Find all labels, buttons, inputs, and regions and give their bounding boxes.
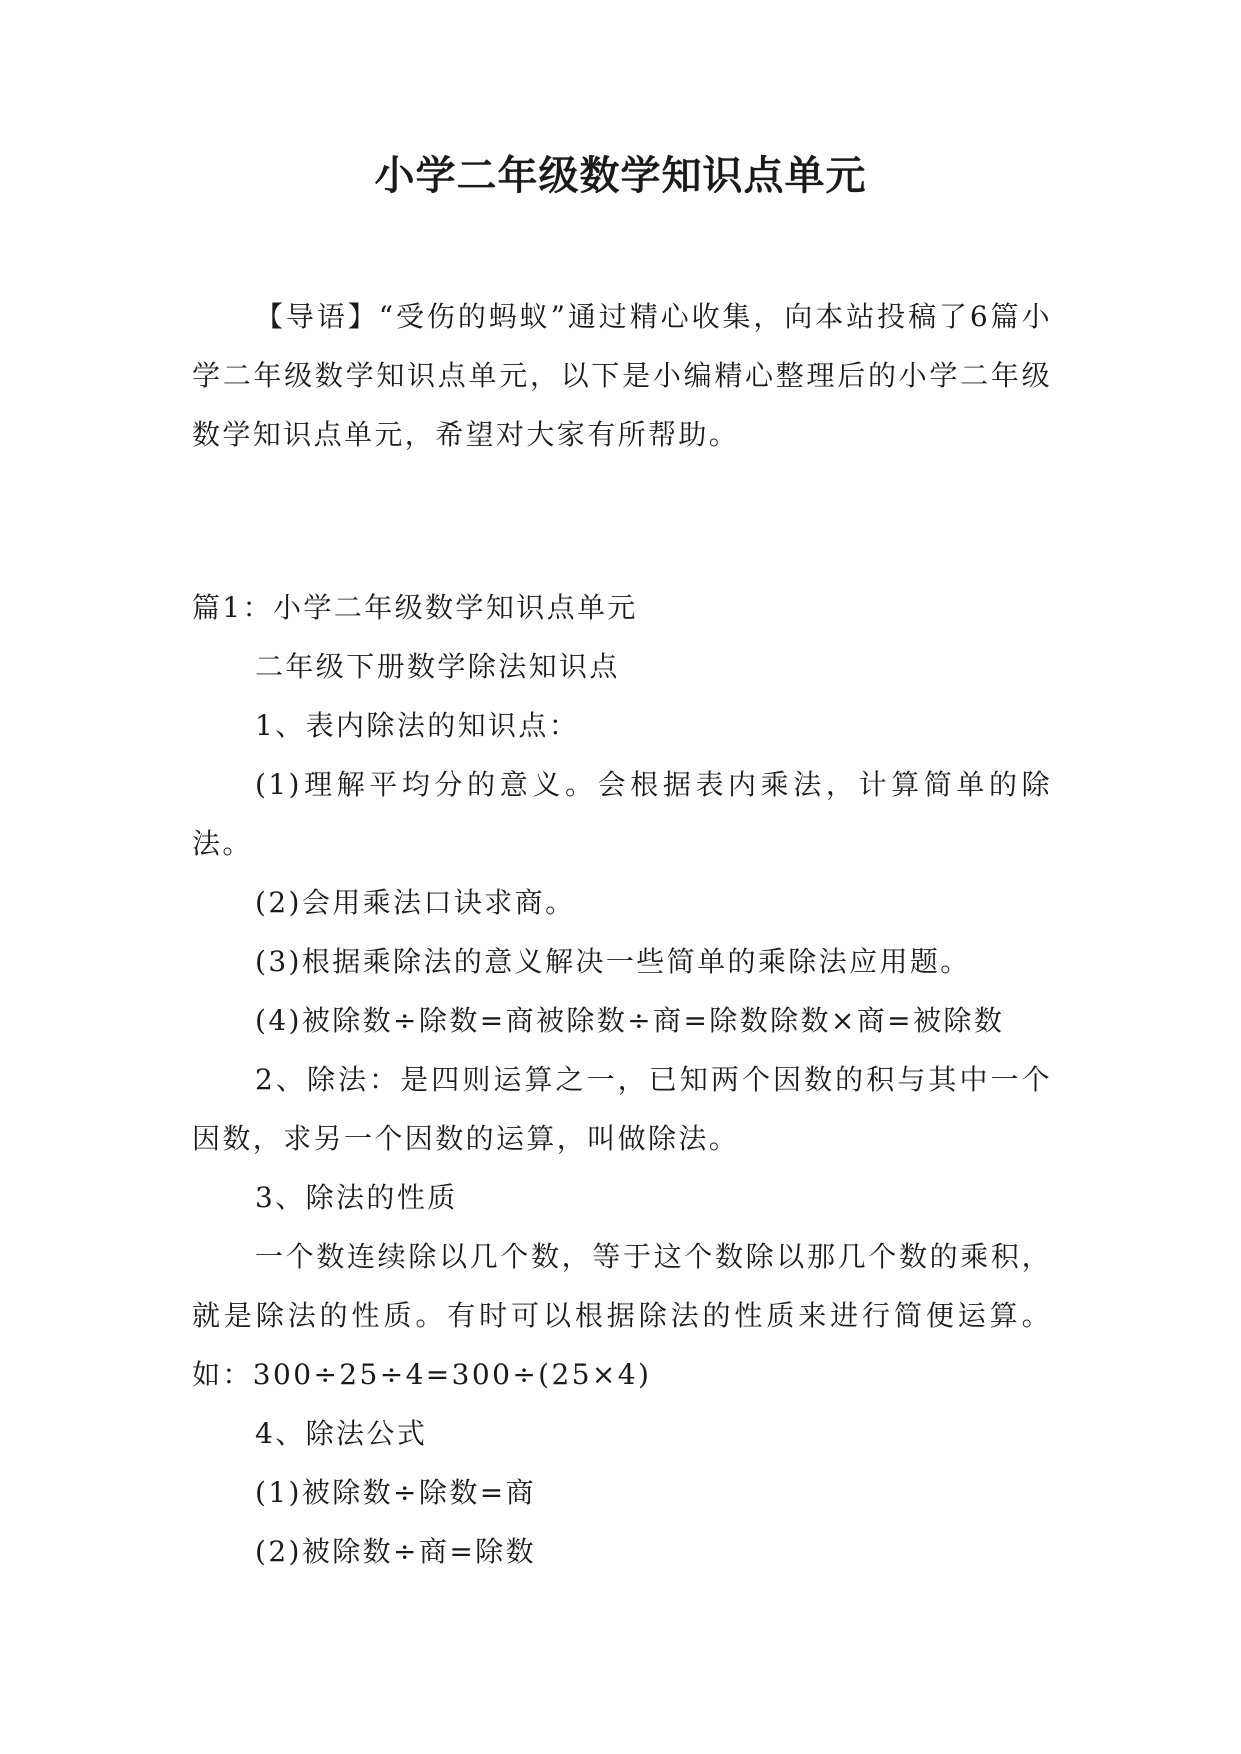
- article-body: [192, 578, 1052, 1581]
- paragraph: (2)会用乘法口诀求商。: [255, 886, 576, 919]
- paragraph: 4、除法公式: [255, 1417, 428, 1450]
- paragraph: (1)被除数÷除数=商: [255, 1476, 536, 1509]
- paragraph-subtitle: 二年级下册数学除法知识点: [255, 650, 620, 683]
- paragraph: (1)理解平均分的意义。会根据表内乘法，计算简单的除法。: [192, 768, 1052, 860]
- intro-block: [192, 287, 1052, 464]
- paragraph: 1、表内除法的知识点：: [255, 709, 580, 742]
- document-title: 小学二年级数学知识点单元: [374, 153, 867, 199]
- paragraph: (2)被除数÷商=除数: [255, 1535, 536, 1568]
- paragraph: 2、除法：是四则运算之一，已知两个因数的积与其中一个因数，求另一个因数的运算，叫做除法。: [192, 1063, 1052, 1155]
- paragraph: (3)根据乘除法的意义解决一些简单的乘除法应用题。: [255, 945, 971, 978]
- paragraph: 一个数连续除以几个数，等于这个数除以那几个数的乘积，就是除法的性质。有时可以根据除法的性质来进行简便运算。如：300÷25÷4=300÷(25×4): [192, 1240, 1052, 1391]
- paragraph: 3、除法的性质: [255, 1181, 458, 1214]
- intro-paragraph: 【导语】“受伤的蚂蚁”通过精心收集，向本站投稿了6篇小学二年级数学知识点单元，以下是小编精心整理后的小学二年级数学知识点单元，希望对大家有所帮助。: [192, 300, 1052, 451]
- paragraph: (4)被除数÷除数=商被除数÷商=除数除数×商=被除数: [255, 1004, 1005, 1037]
- section-heading: 篇1：小学二年级数学知识点单元: [192, 591, 638, 624]
